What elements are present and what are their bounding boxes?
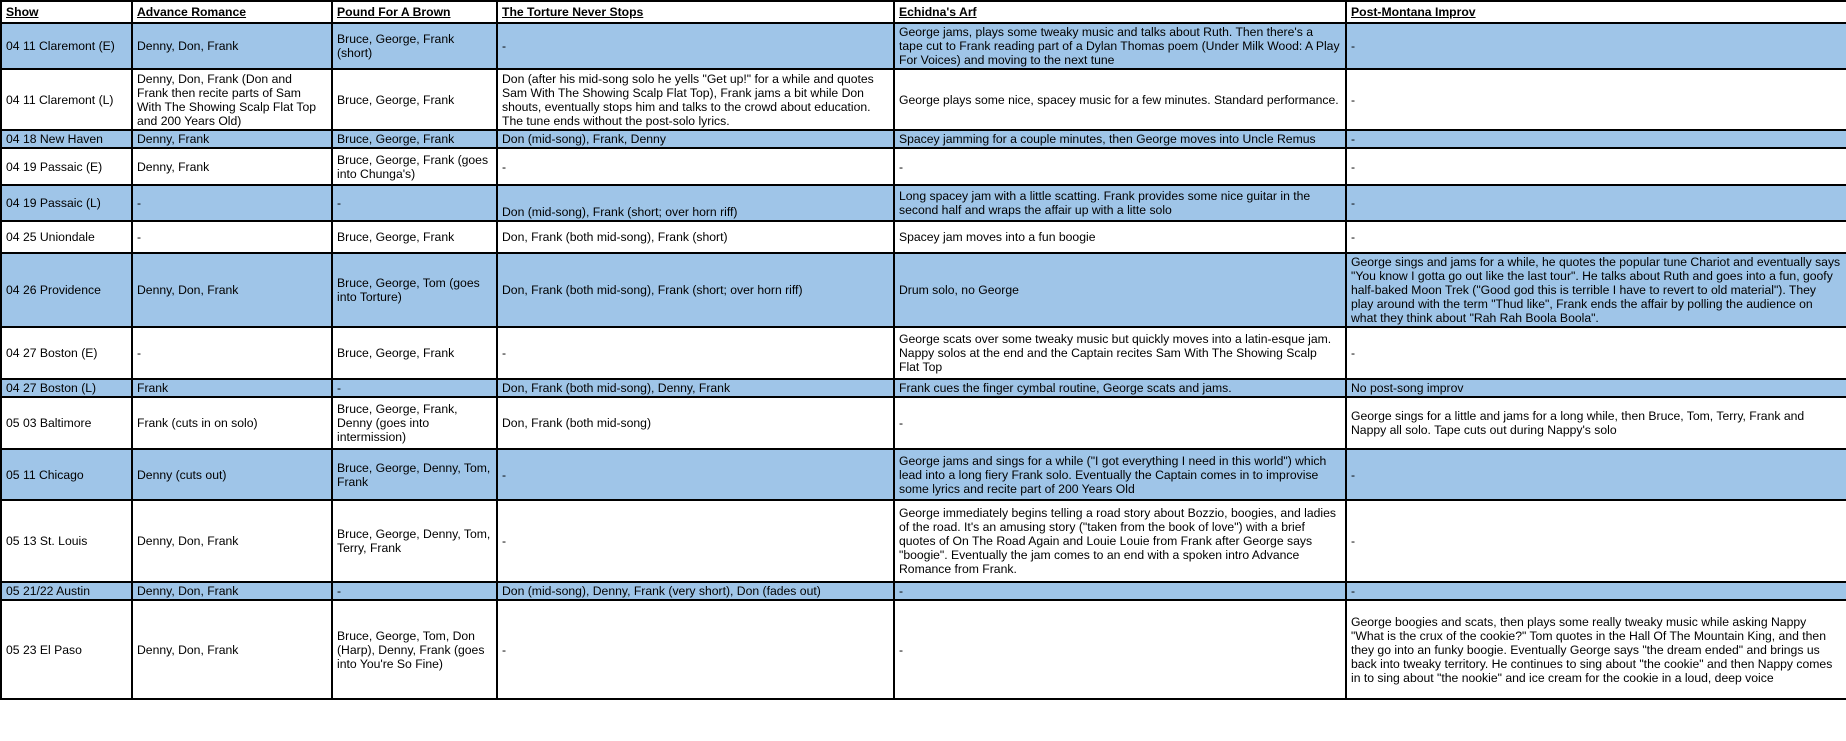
cell-post-montana-improv[interactable]: George boogies and scats, then plays some really tweaky music while asking Nappy "What is the crux of the cookie?" Tom quotes in the Hall Of The Mountain King, and then they go into an funky boogie. Eventually George says "the dream ended" and brings us back into tweaky territory. He continues to sing about "the cookie" and then Nappy comes in to sing about "the nookie" and ice cream for the cookie in a loud, deep voice [1346,600,1846,699]
cell-advance-romance[interactable]: Denny, Frank [132,148,332,185]
cell-post-montana-improv[interactable]: - [1346,148,1846,185]
cell-advance-romance[interactable]: Frank [132,379,332,397]
table-row [1,148,1846,185]
table-row [1,327,1846,379]
cell-torture-never-stops[interactable]: Don, Frank (both mid-song), Frank (short) [497,221,894,253]
table-row [1,253,1846,327]
cell-torture-never-stops[interactable]: Don (mid-song), Frank (short; over horn riff) [497,185,894,221]
cell-advance-romance[interactable]: Denny, Don, Frank (Don and Frank then recite parts of Sam With The Showing Scalp Flat Top and 200 Years Old) [132,69,332,130]
cell-torture-never-stops[interactable]: Don, Frank (both mid-song) [497,397,894,449]
cell-pound-for-a-brown[interactable]: Bruce, George, Denny, Tom, Frank [332,449,497,500]
cell-post-montana-improv[interactable]: - [1346,185,1846,221]
cell-torture-never-stops[interactable]: - [497,600,894,699]
cell-advance-romance[interactable]: - [132,221,332,253]
table-row [1,130,1846,148]
table-row [1,221,1846,253]
cell-echidnas-arf[interactable]: Drum solo, no George [894,253,1346,327]
cell-post-montana-improv[interactable]: George sings and jams for a while, he quotes the popular tune Chariot and eventually says "You know I gotta go out like the last tour". He talks about Ruth and goes into a fun, goofy half-baked Moon Trek ("Good god this is terrible I have to revert to old material"). They play around with the term "Thud like", Frank ends the affair by polling the audience on what they think about "Rah Rah Boola Boola". [1346,253,1846,327]
cell-pound-for-a-brown[interactable]: Bruce, George, Frank (short) [332,23,497,69]
cell-echidnas-arf[interactable]: George plays some nice, spacey music for a few minutes. Standard performance. [894,69,1346,130]
cell-advance-romance[interactable]: Denny, Don, Frank [132,500,332,582]
cell-post-montana-improv[interactable]: George sings for a little and jams for a long while, then Bruce, Tom, Terry, Frank and Nappy all solo. Tape cuts out during Nappy's solo [1346,397,1846,449]
table-row [1,23,1846,69]
cell-post-montana-improv[interactable]: - [1346,130,1846,148]
cell-torture-never-stops[interactable]: - [497,148,894,185]
column-header-torture-never-stops[interactable]: The Torture Never Stops [497,1,894,23]
cell-pound-for-a-brown[interactable]: Bruce, George, Tom (goes into Torture) [332,253,497,327]
column-header-pound-for-a-brown[interactable]: Pound For A Brown [332,1,497,23]
cell-echidnas-arf[interactable]: George immediately begins telling a road story about Bozzio, boogies, and ladies of the road. It's an amusing story ("taken from the book of love") with a brief quotes of On The Road Again and Louie Louie from Frank after George says "boogie". Eventually the jam comes to an end with a spoken intro Advance Romance from Frank. [894,500,1346,582]
cell-echidnas-arf[interactable]: - [894,397,1346,449]
cell-torture-never-stops[interactable]: - [497,23,894,69]
cell-pound-for-a-brown[interactable]: Bruce, George, Frank [332,327,497,379]
cell-show[interactable]: 04 19 Passaic (L) [1,185,132,221]
cell-post-montana-improv[interactable]: - [1346,23,1846,69]
cell-show[interactable]: 05 11 Chicago [1,449,132,500]
cell-post-montana-improv[interactable]: - [1346,582,1846,600]
column-header-advance-romance[interactable]: Advance Romance [132,1,332,23]
cell-show[interactable]: 05 23 El Paso [1,600,132,699]
cell-torture-never-stops[interactable]: - [497,449,894,500]
cell-echidnas-arf[interactable]: Spacey jamming for a couple minutes, then George moves into Uncle Remus [894,130,1346,148]
column-header-echidnas-arf[interactable]: Echidna's Arf [894,1,1346,23]
cell-advance-romance[interactable]: Denny, Don, Frank [132,253,332,327]
cell-pound-for-a-brown[interactable]: - [332,185,497,221]
cell-show[interactable]: 04 26 Providence [1,253,132,327]
cell-echidnas-arf[interactable]: - [894,148,1346,185]
cell-advance-romance[interactable]: Denny, Frank [132,130,332,148]
cell-show[interactable]: 04 27 Boston (L) [1,379,132,397]
cell-advance-romance[interactable]: Denny, Don, Frank [132,23,332,69]
cell-advance-romance[interactable]: Frank (cuts in on solo) [132,397,332,449]
table-row [1,600,1846,699]
cell-advance-romance[interactable]: - [132,185,332,221]
table-row [1,397,1846,449]
header-row [1,1,1846,23]
cell-post-montana-improv[interactable]: - [1346,221,1846,253]
column-header-show[interactable]: Show [1,1,132,23]
column-header-post-montana-improv[interactable]: Post-Montana Improv [1346,1,1846,23]
cell-post-montana-improv[interactable]: No post-song improv [1346,379,1846,397]
cell-show[interactable]: 05 03 Baltimore [1,397,132,449]
cell-torture-never-stops[interactable]: Don (mid-song), Frank, Denny [497,130,894,148]
cell-show[interactable]: 04 11 Claremont (E) [1,23,132,69]
cell-echidnas-arf[interactable]: - [894,600,1346,699]
cell-pound-for-a-brown[interactable]: Bruce, George, Frank (goes into Chunga's) [332,148,497,185]
cell-torture-never-stops[interactable]: Don, Frank (both mid-song), Frank (short; over horn riff) [497,253,894,327]
cell-echidnas-arf[interactable]: - [894,582,1346,600]
cell-show[interactable]: 04 19 Passaic (E) [1,148,132,185]
cell-echidnas-arf[interactable]: George jams, plays some tweaky music and talks about Ruth. Then there's a tape cut to Frank reading part of a Dylan Thomas poem (Under Milk Wood: A Play For Voices) and moving to the next tune [894,23,1346,69]
table-row [1,449,1846,500]
cell-pound-for-a-brown[interactable]: Bruce, George, Frank [332,221,497,253]
cell-pound-for-a-brown[interactable]: Bruce, George, Frank [332,69,497,130]
table-row [1,185,1846,221]
cell-show[interactable]: 04 25 Uniondale [1,221,132,253]
cell-torture-never-stops[interactable]: - [497,327,894,379]
cell-post-montana-improv[interactable]: - [1346,449,1846,500]
cell-torture-never-stops[interactable]: Don (mid-song), Denny, Frank (very short), Don (fades out) [497,582,894,600]
cell-advance-romance[interactable]: - [132,327,332,379]
table-row [1,500,1846,582]
cell-torture-never-stops[interactable]: Don (after his mid-song solo he yells "Get up!" for a while and quotes Sam With The Showing Scalp Flat Top), Frank jams a bit while Don shouts, eventually stops him and talks to the crowd about education. The tune ends without the post-solo lyrics. [497,69,894,130]
cell-pound-for-a-brown[interactable]: Bruce, George, Frank [332,130,497,148]
cell-pound-for-a-brown[interactable]: - [332,582,497,600]
cell-pound-for-a-brown[interactable]: Bruce, George, Tom, Don (Harp), Denny, Frank (goes into You're So Fine) [332,600,497,699]
cell-echidnas-arf[interactable]: Spacey jam moves into a fun boogie [894,221,1346,253]
cell-pound-for-a-brown[interactable]: Bruce, George, Frank, Denny (goes into intermission) [332,397,497,449]
cell-torture-never-stops[interactable]: - [497,500,894,582]
cell-show[interactable]: 04 18 New Haven [1,130,132,148]
cell-echidnas-arf[interactable]: George scats over some tweaky music but quickly moves into a latin-esque jam. Nappy solos at the end and the Captain recites Sam With The Showing Scalp Flat Top [894,327,1346,379]
cell-show[interactable]: 05 13 St. Louis [1,500,132,582]
cell-advance-romance[interactable]: Denny (cuts out) [132,449,332,500]
cell-echidnas-arf[interactable]: George jams and sings for a while ("I got everything I need in this world") which lead into a long fiery Frank solo. Eventually the Captain comes in to improvise some lyrics and recite part of 200 Years Old [894,449,1346,500]
table-row [1,379,1846,397]
cell-show[interactable]: 04 11 Claremont (L) [1,69,132,130]
cell-echidnas-arf[interactable]: Frank cues the finger cymbal routine, George scats and jams. [894,379,1346,397]
cell-post-montana-improv[interactable]: - [1346,500,1846,582]
table-row [1,582,1846,600]
cell-pound-for-a-brown[interactable]: Bruce, George, Denny, Tom, Terry, Frank [332,500,497,582]
cell-post-montana-improv[interactable]: - [1346,327,1846,379]
cell-echidnas-arf[interactable]: Long spacey jam with a little scatting. Frank provides some nice guitar in the second half and wraps the affair up with a litte solo [894,185,1346,221]
cell-show[interactable]: 04 27 Boston (E) [1,327,132,379]
cell-advance-romance[interactable]: Denny, Don, Frank [132,582,332,600]
cell-pound-for-a-brown[interactable]: - [332,379,497,397]
table-row [1,69,1846,130]
cell-show[interactable]: 05 21/22 Austin [1,582,132,600]
cell-advance-romance[interactable]: Denny, Don, Frank [132,600,332,699]
cell-torture-never-stops[interactable]: Don, Frank (both mid-song), Denny, Frank [497,379,894,397]
cell-post-montana-improv[interactable]: - [1346,69,1846,130]
